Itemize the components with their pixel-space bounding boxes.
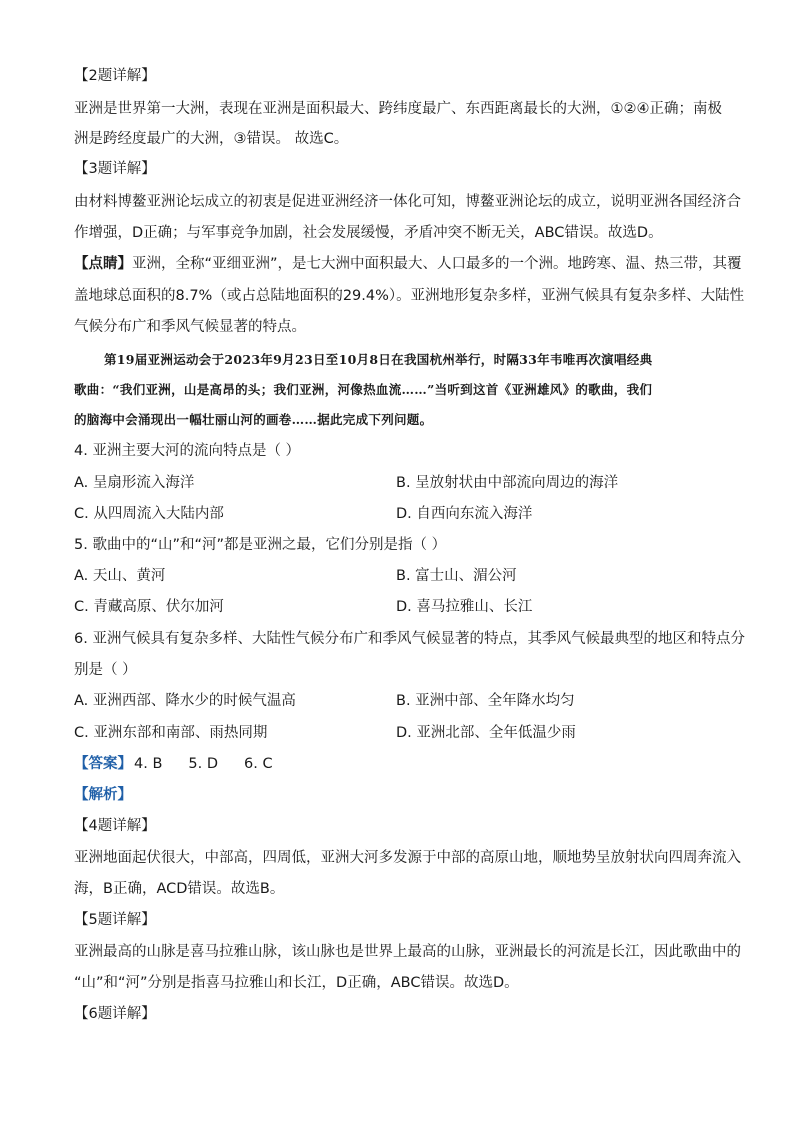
question-6-option-row-2 bbox=[74, 723, 724, 743]
question-4-option-row-2 bbox=[74, 504, 724, 524]
highlight-label: 【点睛】 bbox=[74, 256, 132, 272]
answer-6: 6. C bbox=[244, 756, 273, 772]
question-5-option-a: A. 天山、黄河 bbox=[74, 568, 166, 584]
q5-line-2: “山”和“河”分别是指喜马拉雅山和长江，D正确，ABC错误。故选D。 bbox=[74, 975, 519, 991]
question-4-option-a: A. 呈扇形流入海洋 bbox=[74, 475, 195, 491]
question-6-stem-line-2: 别是（ ） bbox=[74, 662, 137, 678]
q3-line-1: 由材料博鳌亚洲论坛成立的初衷是促进亚洲经济一体化可知，博鳌亚洲论坛的成立，说明亚洲各国经济合 bbox=[74, 194, 741, 210]
q3-header: 【3题详解】 bbox=[74, 161, 156, 177]
analysis-label: 【解析】 bbox=[74, 787, 132, 803]
answers-label: 【答案】 bbox=[74, 756, 132, 772]
answer-4: 4. B bbox=[134, 756, 163, 772]
highlight-line-3: 气候分布广和季风气候显著的特点。 bbox=[74, 319, 306, 335]
question-4-option-d: D. 自西向东流入海洋 bbox=[396, 506, 533, 522]
q6-header: 【6题详解】 bbox=[74, 1006, 156, 1022]
q5-header: 【5题详解】 bbox=[74, 912, 156, 928]
highlight-line-1 bbox=[74, 254, 742, 274]
question-6-option-d: D. 亚洲北部、全年低温少雨 bbox=[396, 725, 576, 741]
q4-line-1: 亚洲地面起伏很大，中部高，四周低，亚洲大河多发源于中部的高原山地，顺地势呈放射状向四周奔流入 bbox=[74, 850, 741, 866]
question-5-stem: 5. 歌曲中的“山”和“河”都是亚洲之最，它们分别是指（ ） bbox=[74, 537, 447, 553]
answers-row bbox=[74, 754, 724, 774]
q5-line-1: 亚洲最高的山脉是喜马拉雅山脉，该山脉也是世界上最高的山脉，亚洲最长的河流是长江，因此歌曲中的 bbox=[74, 944, 741, 960]
q2-header: 【2题详解】 bbox=[74, 68, 156, 84]
q2-line-1: 亚洲是世界第一大洲，表现在亚洲是面积最大、跨纬度最广、东西距离最长的大洲，①②④正确；南极 bbox=[74, 101, 722, 117]
question-5-option-row-1 bbox=[74, 566, 724, 586]
passage-line-1: 第19届亚洲运动会于2023年9月23日至10月8日在我国杭州举行，时隔33年韦唯再次演唱经典 bbox=[104, 352, 653, 367]
q3-line-2: 作增强，D正确；与军事竞争加剧，社会发展缓慢，矛盾冲突不断无关，ABC错误。故选D。 bbox=[74, 225, 663, 241]
question-5-option-b: B. 富士山、湄公河 bbox=[396, 568, 517, 584]
q4-line-2: 海，B正确，ACD错误。故选B。 bbox=[74, 881, 285, 897]
highlight-line-2: 盖地球总面积的8.7%（或占总陆地面积的29.4%）。亚洲地形复杂多样，亚洲气候具有复杂多样、大陆性 bbox=[74, 288, 745, 304]
question-5-option-c: C. 青藏高原、伏尔加河 bbox=[74, 599, 224, 615]
answer-5: 5. D bbox=[188, 756, 219, 772]
question-5-option-d: D. 喜马拉雅山、长江 bbox=[396, 599, 533, 615]
q4-header: 【4题详解】 bbox=[74, 818, 156, 834]
highlight-text: 亚洲，全称“亚细亚洲”，是七大洲中面积最大、人口最多的一个洲。地跨寒、温、热三带，其覆 bbox=[132, 256, 742, 272]
question-6-stem-line-1: 6. 亚洲气候具有复杂多样、大陆性气候分布广和季风气候显著的特点，其季风气候最典型的地区和特点分 bbox=[74, 631, 745, 647]
question-6-option-b: B. 亚洲中部、全年降水均匀 bbox=[396, 693, 575, 709]
question-5-option-row-2 bbox=[74, 597, 724, 617]
question-6-option-row-1 bbox=[74, 691, 724, 711]
passage-line-3: 的脑海中会涌现出一幅壮丽山河的画卷……据此完成下列问题。 bbox=[74, 412, 433, 427]
passage-line-2: 歌曲：“我们亚洲，山是高昂的头；我们亚洲，河像热血流……”当听到这首《亚洲雄风》的歌曲，我们 bbox=[74, 382, 653, 397]
question-4-option-row-1 bbox=[74, 473, 724, 493]
question-6-option-c: C. 亚洲东部和南部、雨热同期 bbox=[74, 725, 268, 741]
question-4-option-b: B. 呈放射状由中部流向周边的海洋 bbox=[396, 475, 619, 491]
question-4-option-c: C. 从四周流入大陆内部 bbox=[74, 506, 224, 522]
question-4-stem: 4. 亚洲主要大河的流向特点是（ ） bbox=[74, 443, 301, 459]
question-6-option-a: A. 亚洲西部、降水少的时候气温高 bbox=[74, 693, 296, 709]
q2-line-2: 洲是跨经度最广的大洲，③错误。 故选C。 bbox=[74, 131, 349, 147]
